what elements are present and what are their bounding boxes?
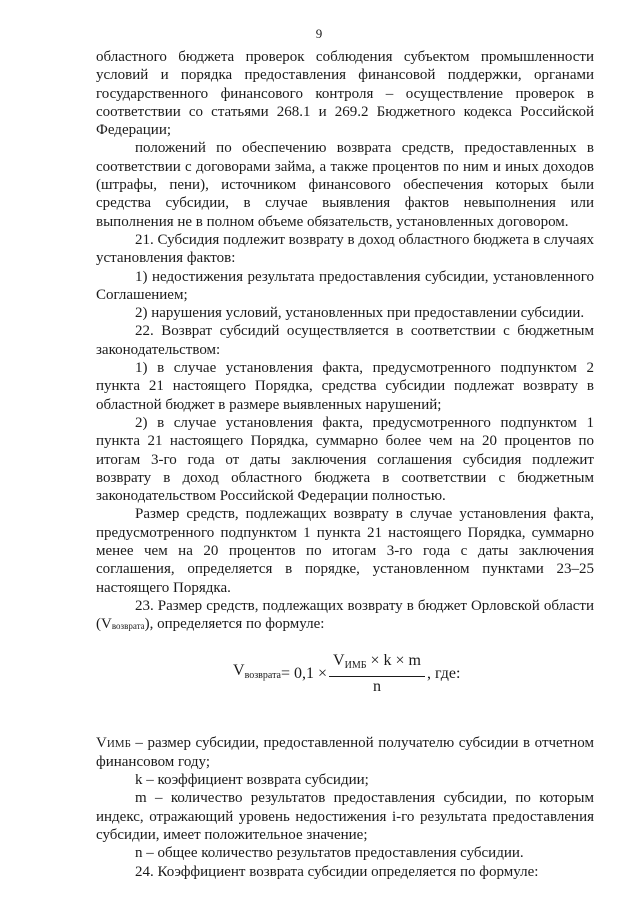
paragraph-budget-checks: областного бюджета проверок соблюдения субъектом промышленности условий и порядка предоставления финансовой поддержки, органами государственного финансового контроля – осуществление проверок в соответствии со статьями 268.1 и 269.2 Бюджетного кодекса Российской Федерации; (96, 49, 594, 139)
formula-numerator-var: V (333, 651, 345, 669)
paragraph-24-intro: 24. Коэффициент возврата субсидии определяется по формуле: (135, 863, 539, 880)
definition-v-imb-sub: ИМБ (106, 737, 131, 750)
formula-numerator-rest: × k × m (366, 651, 421, 669)
paragraph-21-item-2: 2) нарушения условий, установленных при предоставлении субсидии. (135, 305, 585, 322)
definition-n: n – общее количество результатов предоставления субсидии. (135, 845, 524, 862)
formula-fraction (329, 652, 425, 697)
definition-v-imb-var: V (96, 734, 107, 751)
formula-lhs-sub: возврата (244, 670, 281, 682)
paragraph-23-subscript: возврата (111, 621, 145, 632)
paragraph-return-amount: Размер средств, подлежащих возврату в случае установления факта, предусмотренного подпунктом 1 пункта 21 настоящего Порядка, суммарно менее чем на 20 процентов по итогам 3-го года с даты заключения соглашения, определяется в порядке, установленном пунктами 23–25 настоящего Порядка. (96, 506, 594, 596)
definition-k: k – коэффициент возврата субсидии; (135, 772, 369, 789)
formula-denominator: n (373, 677, 381, 695)
formula-block (96, 642, 594, 716)
paragraph-23-text-start: 23. Размер средств, подлежащих возврату в бюджет Орловской области (V (96, 597, 594, 633)
paragraph-loan-return-provisions: положений по обеспечению возврата средств, предоставленных в соответствии с договорами займа, а также процентов по ним и иных доходов (штрафы, пени), источником финансового обеспечения которых были средства субсидии, в случае выявления фактов невыполнения или выполнения не в полном объеме обязательств, установленных договором. (96, 140, 594, 230)
formula-numerator (329, 652, 425, 677)
paragraph-21-intro: 21. Субсидия подлежит возврату в доход областного бюджета в случаях установления фактов: (96, 231, 594, 267)
formula-equals-coefficient: = 0,1 × (281, 664, 328, 682)
page-number: 9 (315, 26, 323, 41)
formula-lhs-var: V (233, 662, 245, 680)
definition-m: m – количество результатов предоставления субсидии, по которым индекс, отражающий уровень недостижения i-го результата предоставления субсидии, имеет положительное значение; (96, 790, 594, 843)
formula-lhs (233, 662, 281, 685)
paragraph-22-item-2: 2) в случае установления факта, предусмотренного подпунктом 1 пункта 21 настоящего Порядка, суммарно более чем на 20 процентов по итогам 3-го года от даты заключения соглашения субсидия подлежит возврату в доход областного бюджета в соответствии с бюджетным законодательством Российской Федерации полностью. (96, 414, 594, 505)
formula-numerator-sub: ИМБ (344, 659, 367, 671)
paragraph-22-item-1: 1) в случае установления факта, предусмотренного подпунктом 2 пункта 21 настоящего Порядка, средства субсидии подлежат возврату в областной бюджет в размере выявленных нарушений; (96, 360, 594, 413)
formula-tail: , где: (426, 664, 461, 682)
return-formula (233, 652, 460, 697)
paragraph-22-intro: 22. Возврат субсидий осуществляется в соответствии с бюджетным законодательством: (96, 323, 594, 358)
document-body (96, 48, 594, 881)
definition-v-imb (96, 734, 594, 772)
paragraph-21-item-1: 1) недостижения результата предоставления субсидии, установленного Соглашением; (96, 268, 594, 303)
definition-v-imb-text: – размер субсидии, предоставленной получателю субсидии в отчетном финансовом году; (96, 734, 594, 770)
paragraph-23-intro (96, 597, 594, 636)
paragraph-23-text-end: ), определяется по формуле: (144, 616, 325, 633)
